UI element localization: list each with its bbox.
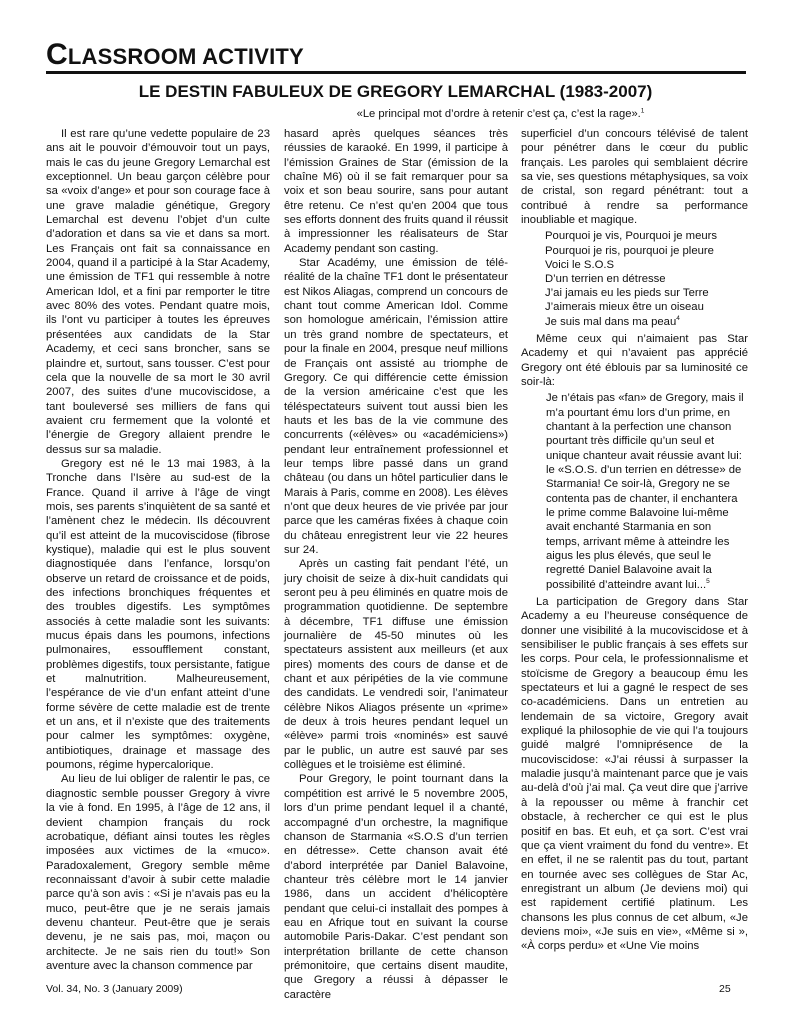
epigraph-text: «Le principal mot d’ordre à retenir c’est ça, c’est la rage». <box>356 108 641 120</box>
block-quote <box>546 391 748 592</box>
section-initial: C <box>46 38 68 71</box>
lyric-line: J’ai jamais eu les pieds sur Terre <box>545 287 709 300</box>
article-title: LE DESTIN FABULEUX DE GREGORY LEMARCHAL (1983-2007) <box>138 82 653 101</box>
paragraph: Pour Gregory, le point tournant dans la compétition est arrivé le 5 novembre 2005, lors d’un prime pendant lequel il a chanté, accompagné d’un orchestre, la magnifique chanson de Starmania «S.O.S d’un terrien en détresse». Cette chanson avait été d’abord interprétée par Daniel Balavoine, chanteur très célèbre mort le 14 janvier 1986, dans un accident d’hélicoptère pendant que celui-ci installait des pompes à eau en Afrique tout en suivant la course automobile Paris-Dakar. C’est pendant son interprétation brillante de cette chanson prémonitoire, que certains disent maudite, que Gregory a réussi à dépasser le caractère <box>284 773 508 1001</box>
lyric-line: D’un terrien en détresse <box>545 273 666 286</box>
column-1 <box>46 127 270 973</box>
column-3 <box>521 127 748 954</box>
section-title-rest: LASSROOM ACTIVITY <box>67 44 304 69</box>
paragraph: Après un casting fait pendant l’été, un jury choisit de seize à dix-huit candidats qui seront peu à peu éliminés en quatre mois de programmation quotidienne. De septembre à décembre, TF1 diffuse une émission journalière de 45-50 minutes où les spectateurs assistent aux meilleurs (et aux pires) moments des cours de danse et de chant et aux péripéties de la vie commune des candidats. Le vendredi soir, l’animateur célèbre Nikos Aliagos présente un «prime» de deux à trois heures pendant lequel un «élève» parmi trois «nominés» est sauvé par le public, un autre est sauvé par ses collègues et le troisième est éliminé. <box>284 558 508 772</box>
column-2 <box>284 127 508 1002</box>
paragraph: superficiel d’un concours télévisé de talent pour pénétrer dans le cœur du public français. Les paroles qui semblaient décrire sa vie, ses questions métaphysiques, sa voix de cristal, son regard pénétrant: tout a contribué à rendre sa performance inoubliable et magique. <box>521 128 748 227</box>
paragraph: Star Académy, une émission de télé-réalité de la chaîne TF1 dont le présentateur est Nikos Aliagas, comprend un concours de chant tout comme American Idol. Comme son homologue américain, l’émission attire un très grand nombre de spectateurs, et pour la finale en 2004, presque neuf millions de Français ont assisté au triomphe de Gregory. Ce qui différencie cette émission de la version américaine c’est que les téléspectateurs suivent tout aussi bien les hauts et les bas de la vie commune des concurrents («élèves» ou «académiciens») pendant leur entraînement professionnel et leur temps libre passé dans un grand château (ou dans un hôtel particulier dans le Marais à Paris, comme en 2008). Les élèves n’ont que deux heures de vie privée par jour parce que les caméras fixées à chaque coin du château enregistrent leur vie 22 heures sur 24. <box>284 257 508 556</box>
page-number: 25 <box>719 983 731 995</box>
lyric-line: J’aimerais mieux être un oiseau <box>545 301 704 314</box>
lyric-line-last <box>545 315 748 329</box>
footnote-ref-4: 4 <box>676 314 680 322</box>
epigraph <box>228 108 773 120</box>
lyric-line: Voici le S.O.S <box>545 258 615 271</box>
section-header <box>46 40 746 72</box>
paragraph: Gregory est né le 13 mai 1983, à la Tronche dans l’Isère au sud-est de la France. Quand il arrive à l’âge de vingt mois, ses parents s’inquiètent de sa santé et l’amènent chez le médecin. Ils découvrent qu’il est atteint de la mucoviscidose (fibrose kystique), maladie qui est le plus souvent diagnostiquée dans l’enfance, lorsqu’on observe un retard de croissance et de poids, des infections bronchiques fréquentes et des troubles digestifs. Les symptômes associés à cette maladie sont les suivants: mucus épais dans les poumons, infections pulmonaires, essoufflement constant, problèmes digestifs, toux persistante, fatigue et malnutrition. Malheureusement, l’espérance de vie d’un enfant atteint d’une forme sévère de cette maladie est de trente et un ans, et il n’existe que des traitements pour calmer les symptômes: oxygène, antibiotiques, drainage et massage des poumons, régime hypercalorique. <box>46 457 270 772</box>
paragraph: Même ceux qui n’aimaient pas Star Academy et qui n’avaient pas apprécié Gregory ont été éblouis par sa luminosité ce soir-là: <box>521 332 748 388</box>
song-lyrics <box>545 229 748 328</box>
paragraph: Il est rare qu’une vedette populaire de 23 ans ait le pouvoir d’émouvoir tout un pays, mais le cas du jeune Gregory Lemarchal est exceptionnel. Un beau garçon célèbre pour sa «voix d’ange» et pour son courage face à une grave maladie génétique, Gregory Lemarchal est devenu l’objet d’un culte d’adoration et dans sa vie et dans sa mort. Les Français ont fait sa connaissance en 2004, quand il a participé à la Star Academy, une émission de TF1 qui ressemble à notre American Idol, et a fini par remporter le titre avec 80% des votes. Pendant quatre mois, ils l’ont vu participer à toutes les épreuves présentées aux candidats de la Star Academy, et ceci sans broncher, sans se plaindre et, surtout, sans tousser. C’est pour cela que la nouvelle de sa mort le 30 avril 2007, des suites d’une mucoviscidose, a tant bouleversé ses milliers de fans qui avaient cru fermement que la volonté et l’énergie de Gregory allaient prendre le dessus sur sa maladie. <box>46 128 270 456</box>
lyric-text: Je suis mal dans ma peau <box>545 315 677 328</box>
lyric-line: Pourquoi je ris, pourquoi je pleure <box>545 244 714 257</box>
paragraph: hasard après quelques séances très réussies de karaoké. En 1999, il participe à l’émission Graines de Star (émission de la chaîne M6) où il se fait remarquer pour sa voix et son beau sourire, sans pour autant être retenu. Ce n’est qu’en 2004 que tous ses efforts donnent des fruits quand il réussit à impressionner les réalisateurs de Star Academy pendant son casting. <box>284 128 508 255</box>
quote-text: Je n’étais pas «fan» de Gregory, mais il m’a pourtant ému lors d’un prime, en chantant à la perfection une chanson pourtant très difficile qu’un seul et unique chanteur avait réussie avant lui: le «S.O.S. d’un terrien en détresse» de Starmania! Ce soir-là, Gregory ne se contenta pas de chanter, il enchantera le prime comme Balavoine lui-même avait enchanté Starmania en son temps, arrivant même à atteindre les aigus les plus élevés, que seul le regretté Daniel Balavoine avait la possibilité d’atteindre avant lui... <box>546 392 744 591</box>
header-rule <box>46 71 746 74</box>
footnote-ref-1: 1 <box>640 107 645 115</box>
lyric-line: Pourquoi je vis, Pourquoi je meurs <box>545 230 718 243</box>
paragraph: Au lieu de lui obliger de ralentir le pas, ce diagnostic semble pousser Gregory à vivre la vie à fond. En 1995, à l’âge de 12 ans, il devient champion français du rock acrobatique, défiant ainsi toutes les règles imposées aux victimes de la «muco». Paradoxalement, Gregory semble même reconnaissant d’avoir à subir cette maladie parce qu’à son avis : «Si je n’avais pas eu la muco, peut-être que je ne serais jamais devenu chanteur. Peut-être que je serais devenu, je ne sais pas, moi, maçon ou architecte. Je ne sais rien du tout!» Son aventure avec la chanson commence par <box>46 773 270 972</box>
section-title <box>46 40 746 72</box>
paragraph: La participation de Gregory dans Star Academy a eu l’heureuse conséquence de donner une visibilité à la mucoviscidose et à sensibiliser le public français à ses effets sur les corps. Pour cela, le professionnalisme et stoïcisme de Gregory a beaucoup ému les spectateurs et lui a gagné le respect de ses co-académiciens. Dans un entretien au lendemain de sa victoire, Gregory avait expliqué la philosophie de vie qui l’a toujours guidé malgré l’omniprésence de la mucoviscidose: «J’ai réussi à surpasser la maladie jusqu’à maintenant parce que je vais au-delà d’où j’ai mal. Ça veut dire que j’arrive à la repousser ou même à franchir cet obstacle, à rechercher ce qui est le plus positif en bas. Et euh, et ça sort. C’est vrai que ça vient vraiment du fond du ventre». Et en effet, il ne se ralentit pas du tout, partant en tournée avec ses collègues de Star Ac, enregistrant un album (Je deviens moi) qui est rapidement certifié platinum. Les chansons les plus connus de cet album, «Je deviens moi», «Je suis en vie», «Même si », «À corps perdu» et «Une Vie moins <box>521 596 748 953</box>
footnote-ref-5: 5 <box>706 577 710 585</box>
footer-issue: Vol. 34, No. 3 (January 2009) <box>46 983 183 995</box>
